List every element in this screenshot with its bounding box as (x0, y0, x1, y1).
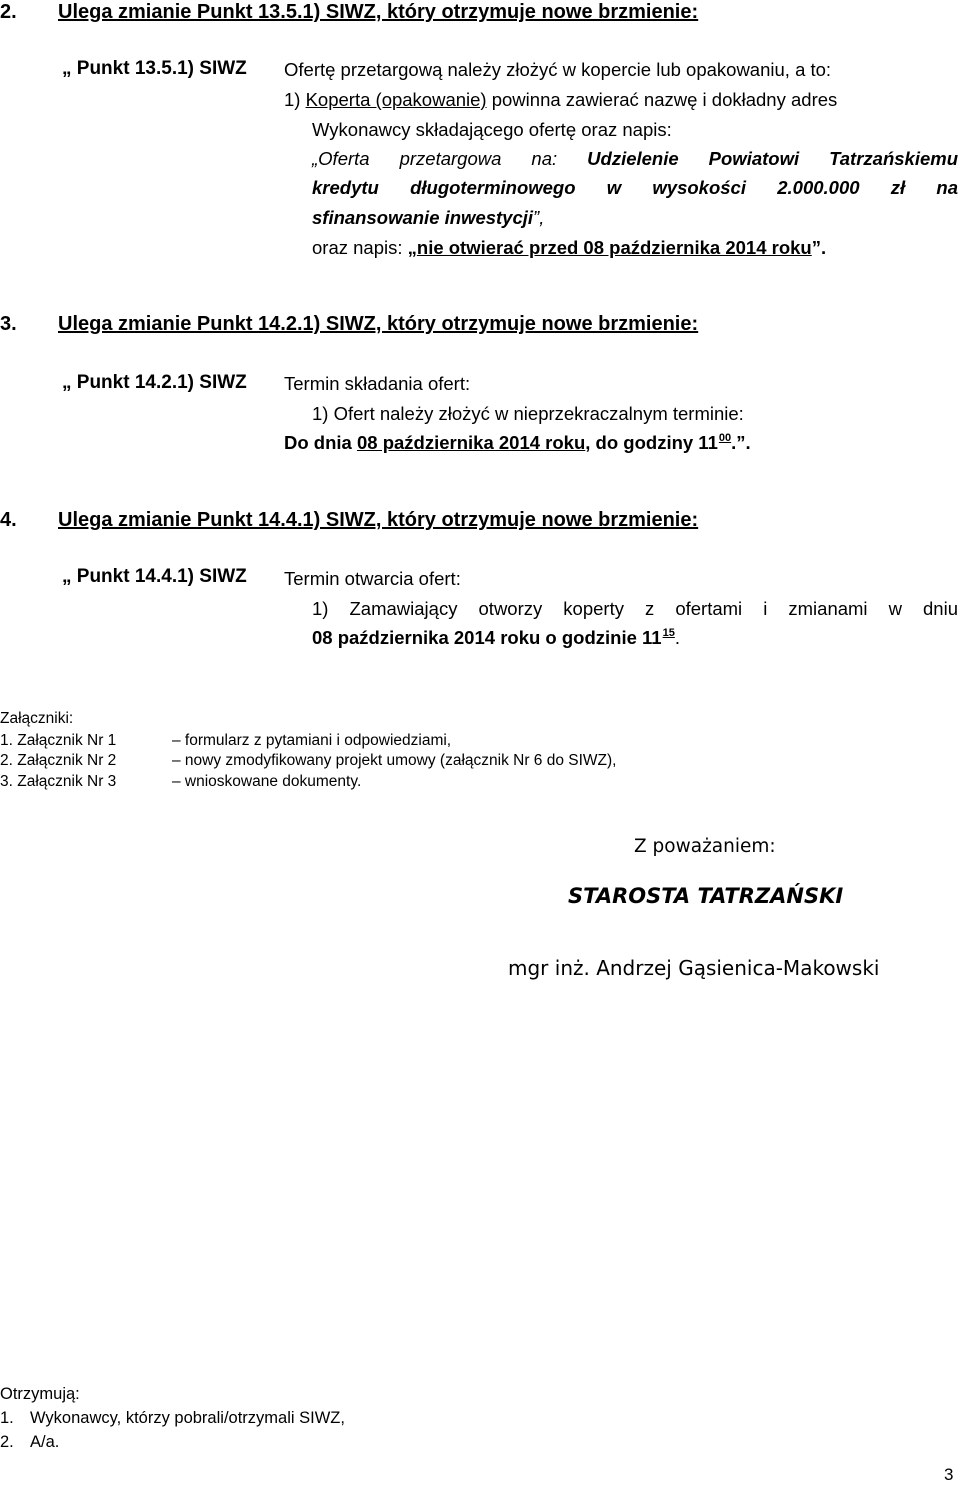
attachment-1-desc: – formularz z pytamiani i odpowiedziami, (172, 732, 452, 749)
section-2-heading (0, 1, 698, 24)
offer-title-line1: „Oferta przetargowa na: Udzielenie Powiatowi Tatrzańskiemu (312, 148, 958, 169)
attachment-2-name: 2. Załącznik Nr 2 (0, 752, 117, 769)
signatory-name: mgr inż. Andrzej Gąsienica-Makowski (508, 956, 880, 980)
envelope-term: Koperta (opakowanie) (305, 89, 487, 110)
attachment-1-name: 1. Załącznik Nr 1 (0, 732, 117, 749)
section-4-intro: Termin otwarcia ofert: (284, 568, 461, 589)
section-4-label: „ Punkt 14.4.1) SIWZ (62, 566, 247, 587)
do-not-open-date: nie otwierać przed 08 października 2014 roku (416, 237, 812, 258)
attachment-3-name: 3. Załącznik Nr 3 (0, 773, 117, 790)
attachment-3-desc: – wnioskowane dokumenty. (172, 773, 362, 790)
opening-datetime: 08 października 2014 roku o godzinie $11^{15}$. (312, 627, 680, 648)
section-heading-text: Ulega zmianie Punkt 13.5.1) SIWZ, który otrzymuje nowe brzmienie: (58, 1, 699, 23)
offer-title-line2: kredytu długoterminowego w wysokości 2.000.000 zł na (312, 177, 958, 198)
submission-deadline: Do dnia 08 października 2014 roku, do godziny $11^{00}$.”. (284, 432, 751, 453)
offer-title-line3: sfinansowanie inwestycji”, (312, 207, 545, 228)
recipient-1-text: Wykonawcy, którzy pobrali/otrzymali SIWZ, (30, 1409, 345, 1427)
recipient-2-num: 2. (0, 1433, 14, 1451)
page-number: 3 (944, 1465, 954, 1484)
recipient-1-num: 1. (0, 1409, 14, 1427)
section-2-label: „ Punkt 13.5.1) SIWZ (62, 58, 247, 79)
closing-greeting: Z poważaniem: (634, 836, 776, 857)
attachments-title: Załączniki: (0, 710, 74, 727)
section-4-heading (0, 509, 698, 532)
recipients-title: Otrzymują: (0, 1385, 80, 1403)
section-number: 3. (0, 313, 17, 335)
section-heading-text: Ulega zmianie Punkt 14.4.1) SIWZ, który otrzymuje nowe brzmienie: (58, 509, 699, 531)
section-heading-text: Ulega zmianie Punkt 14.2.1) SIWZ, który otrzymuje nowe brzmienie: (58, 313, 699, 335)
section-3-heading (0, 313, 698, 336)
section-number: 2. (0, 1, 17, 23)
section-2-item: 1) Koperta (opakowanie) powinna zawierać nazwę i dokładny adres (284, 89, 838, 110)
attachment-2-desc: – nowy zmodyfikowany projekt umowy (załącznik Nr 6 do SIWZ), (172, 752, 617, 769)
signatory-title: STAROSTA TATRZAŃSKI (568, 884, 844, 908)
section-number: 4. (0, 509, 17, 531)
section-2-item-line2: Wykonawcy składającego ofertę oraz napis: (312, 119, 672, 140)
recipient-2-text: A/a. (30, 1433, 60, 1451)
do-not-open-note: oraz napis: „nie otwierać przed 08 października 2014 roku”. (312, 237, 827, 258)
section-3-label: „ Punkt 14.2.1) SIWZ (62, 372, 247, 393)
section-3-item: 1) Ofert należy złożyć w nieprzekraczalnym terminie: (312, 403, 744, 424)
section-3-intro: Termin składania ofert: (284, 373, 471, 394)
submission-date: 08 października 2014 roku (356, 432, 586, 453)
section-2-intro: Ofertę przetargową należy złożyć w kopercie lub opakowaniu, a to: (284, 59, 832, 80)
section-4-item: 1) Zamawiający otworzy koperty z ofertami i zmianami w dniu (312, 598, 958, 619)
